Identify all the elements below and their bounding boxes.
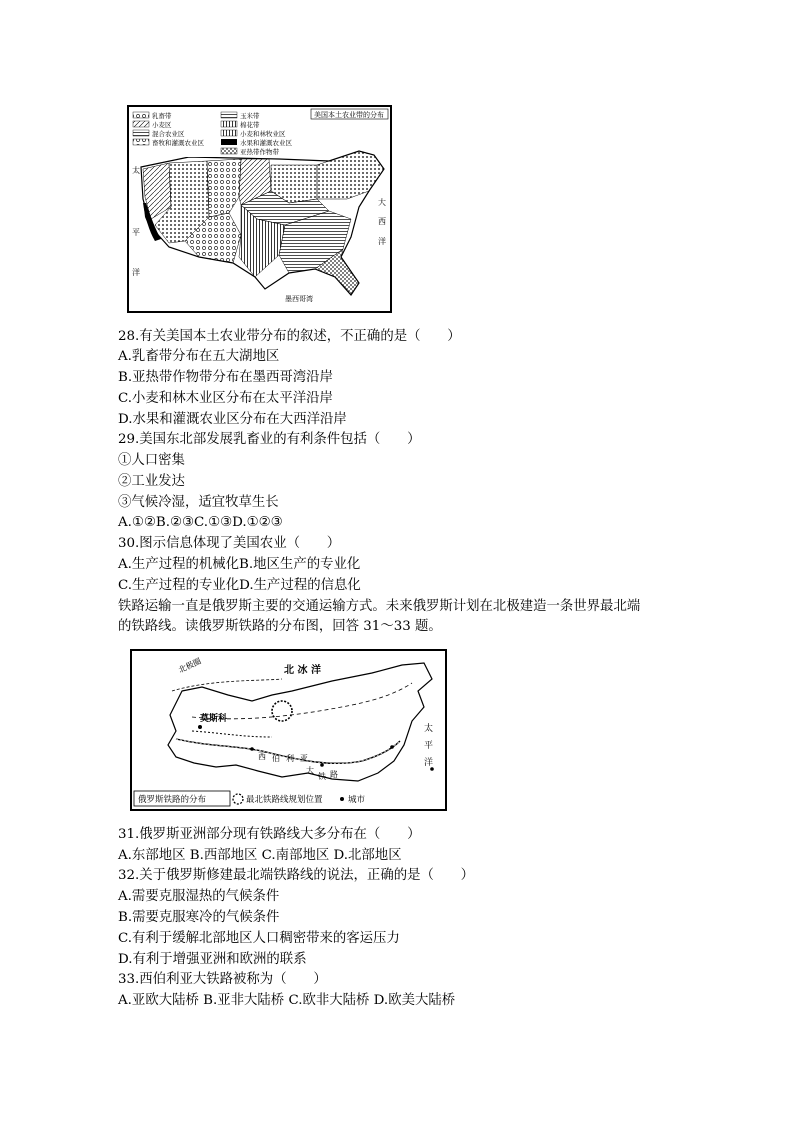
pacific2-char-1: 太 <box>424 724 434 734</box>
arctic-circle-label: 北极圈 <box>177 656 203 675</box>
q31-stem: 31.俄罗斯亚洲部分现有铁路线大多分布在（ ） <box>118 827 421 842</box>
russia-railway-map <box>130 649 447 811</box>
gulf-label: 墨西哥湾 <box>285 295 313 303</box>
pacific2-char-2: 平 <box>424 741 434 751</box>
q28-option-b: B.亚热带作物带分布在墨西哥湾沿岸 <box>118 370 333 385</box>
railway-char-2: 伯 <box>272 754 280 763</box>
railway-char-4: 亚 <box>300 754 308 763</box>
q28-stem: 28.有关美国本土农业带分布的叙述，不正确的是（ ） <box>118 329 461 344</box>
legend-corn: 玉米带 <box>240 112 260 120</box>
q32-option-c: C.有利于缓解北部地区人口稠密带来的客运压力 <box>118 931 400 946</box>
railway-char-6: 铁 <box>318 772 326 781</box>
intro-line-1: 铁路运输一直是俄罗斯主要的交通运输方式。未来俄罗斯计划在北极建造一条世界最北端 <box>118 599 641 614</box>
q32-option-d: D.有利于增强亚洲和欧洲的联系 <box>118 952 307 967</box>
us-map-svg <box>129 107 390 311</box>
legend-cotton: 棉花带 <box>240 121 260 129</box>
q30-options-ab: A.生产过程的机械化B.地区生产的专业化 <box>118 557 361 572</box>
intro-line-2: 的铁路线。读俄罗斯铁路的分布图，回答 31～33 题。 <box>118 619 442 634</box>
railway-char-5: 大 <box>306 766 314 775</box>
q33-options: A.亚欧大陆桥 B.亚非大陆桥 C.欧非大陆桥 D.欧美大陆桥 <box>118 993 456 1008</box>
atlantic-label-2: 西 <box>378 217 386 226</box>
map2-caption: 俄罗斯铁路的分布 <box>138 795 207 805</box>
atlantic-label-3: 洋 <box>378 237 386 246</box>
q30-stem: 30.图示信息体现了美国农业（ ） <box>118 536 341 551</box>
legend-wheat: 小麦区 <box>152 121 172 129</box>
q33-stem: 33.西伯利亚大铁路被称为（ ） <box>118 972 327 987</box>
arctic-ocean-label: 北 冰 洋 <box>284 665 321 676</box>
q28-option-c: C.小麦和林木业区分布在太平洋沿岸 <box>118 391 333 406</box>
q32-stem: 32.关于俄罗斯修建最北端铁路线的说法，正确的是（ ） <box>118 868 475 883</box>
railway-char-3: 利 <box>286 754 294 763</box>
legend-ranching: 畜牧和灌溉农业区 <box>152 139 204 147</box>
railway-char-7: 路 <box>330 770 338 779</box>
moscow-label: 莫斯科 <box>200 714 228 724</box>
us-map-title: 美国本土农业带的分布 <box>314 111 384 119</box>
q29-item-3: ③气候冷湿，适宜牧草生长 <box>118 495 279 510</box>
legend-city: 城市 <box>348 795 366 805</box>
legend-subtropical: 亚热带作物带 <box>240 148 279 156</box>
atlantic-label-1: 大 <box>378 198 386 207</box>
q28-option-d: D.水果和灌溉农业区分布在大西洋沿岸 <box>118 412 347 427</box>
q28-option-a: A.乳畜带分布在五大湖地区 <box>118 349 280 364</box>
q32-option-b: B.需要克服寒冷的气候条件 <box>118 910 280 925</box>
railway-char-1: 西 <box>258 752 266 761</box>
us-agriculture-map <box>127 105 392 313</box>
q29-item-1: ①人口密集 <box>118 453 185 468</box>
legend-fruit: 水果和灌溉农业区 <box>240 139 292 147</box>
legend-planned-route: 最北铁路线规划位置 <box>246 795 323 805</box>
q29-item-2: ②工业发达 <box>118 474 185 489</box>
pacific2-char-3: 洋 <box>424 758 434 768</box>
pacific-label-1: 太 <box>132 166 140 175</box>
russia-map-svg <box>132 651 445 809</box>
legend-dairy: 乳畜带 <box>152 112 172 120</box>
q32-option-a: A.需要克服湿热的气候条件 <box>118 889 280 904</box>
legend-mixed: 混合农业区 <box>152 130 185 138</box>
pacific-label-3: 洋 <box>132 268 140 277</box>
q30-options-cd: C.生产过程的专业化D.生产过程的信息化 <box>118 578 361 593</box>
q31-options: A.东部地区 B.西部地区 C.南部地区 D.北部地区 <box>118 848 402 863</box>
pacific-label-2: 平 <box>132 228 140 237</box>
q29-stem: 29.美国东北部发展乳畜业的有利条件包括（ ） <box>118 432 421 447</box>
legend-wheat-forest: 小麦和林牧业区 <box>240 130 286 138</box>
q29-options: A.①②B.②③C.①③D.①②③ <box>118 515 283 530</box>
